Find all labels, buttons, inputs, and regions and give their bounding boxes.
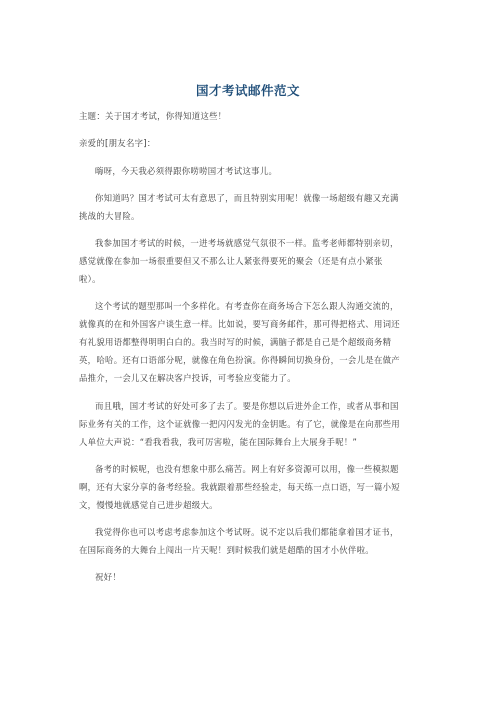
paragraph-4 (79, 297, 419, 387)
paragraph-6 (79, 460, 419, 514)
paragraph-line: 感觉就像在参加一场很重要但又不那么让人紧张得要死的聚会（还是有点小紧张 (79, 256, 383, 266)
paragraph-line: 你知道吗？国才考试可太有意思了，而且特别实用呢！就像一场超级有趣又充满 (95, 193, 399, 203)
paragraph-2 (79, 189, 419, 225)
paragraph-7 (79, 523, 419, 559)
paragraph-line: 嗨呀，今天我必须得跟你唠唠国才考试这事儿。 (95, 166, 278, 176)
email-closing (79, 568, 419, 586)
paragraph-line: 有礼貌用语都整得明明白白的。我当时写的时候，满脑子都是自己是个超级商务精 (79, 337, 392, 347)
paragraph-line: 我觉得你也可以考虑考虑参加这个考试呀。说不定以后我们都能拿着国才证书， (95, 527, 399, 537)
paragraph-1 (79, 162, 419, 180)
paragraph-line: 英，哈哈。还有口语部分呢，就像在角色扮演。你得瞬间切换身份，一会儿是在做产 (79, 355, 400, 365)
paragraph-line: 在国际商务的大舞台上闯出一片天呢！到时候我们就是超酷的国才小伙伴啦。 (79, 545, 374, 555)
paragraph-line: 我参加国才考试的时候，一进考场就感觉气氛很不一样。监考老师都特别亲切， (95, 238, 399, 248)
paragraph-line: 这个考试的题型那叫一个多样化。有考查你在商务场合下怎么跟人沟通交流的， (95, 301, 399, 311)
paragraph-line: 啊，还有大家分享的备考经验。我就跟着那些经验走，每天练一点口语，写一篇小短 (79, 482, 400, 492)
paragraph-line: 就像真的在和外国客户谈生意一样。比如说，要写商务邮件，那可得把格式、用词还 (79, 319, 400, 329)
document-title: 国才考试邮件范文 (195, 83, 300, 98)
email-salutation-line: 亲爱的[朋友名字]： (79, 138, 156, 148)
paragraph-5 (79, 397, 419, 451)
email-closing-line: 祝好！ (95, 572, 122, 582)
paragraph-line: 挑战的大冒险。 (79, 211, 140, 221)
paragraph-line: 品推介，一会儿又在解决客户投诉，可考验应变能力了。 (79, 373, 296, 383)
paragraph-line: 而且哦，国才考试的好处可多了去了。要是你想以后进外企工作，或者从事和国 (95, 401, 399, 411)
email-subject-line: 主题：关于国才考试，你得知道这些！ (79, 111, 227, 121)
paragraph-line: 备考的时候呢，也没有想象中那么痛苦。网上有好多资源可以用，像一些模拟题 (95, 464, 399, 474)
paragraph-line: 啦）。 (79, 274, 101, 284)
paragraph-3 (79, 234, 419, 288)
email-salutation (79, 134, 419, 152)
email-subject (79, 107, 419, 125)
paragraph-line: 文，慢慢地就感觉自己进步超级大。 (79, 500, 218, 510)
paragraph-line: 际业务有关的工作，这个证就像一把闪闪发光的金钥匙。有了它，就像是在向那些用 (79, 419, 400, 429)
paragraph-line: 人单位大声说：“看我看我，我可厉害啦，能在国际舞台上大展身手呢！” (79, 437, 358, 447)
